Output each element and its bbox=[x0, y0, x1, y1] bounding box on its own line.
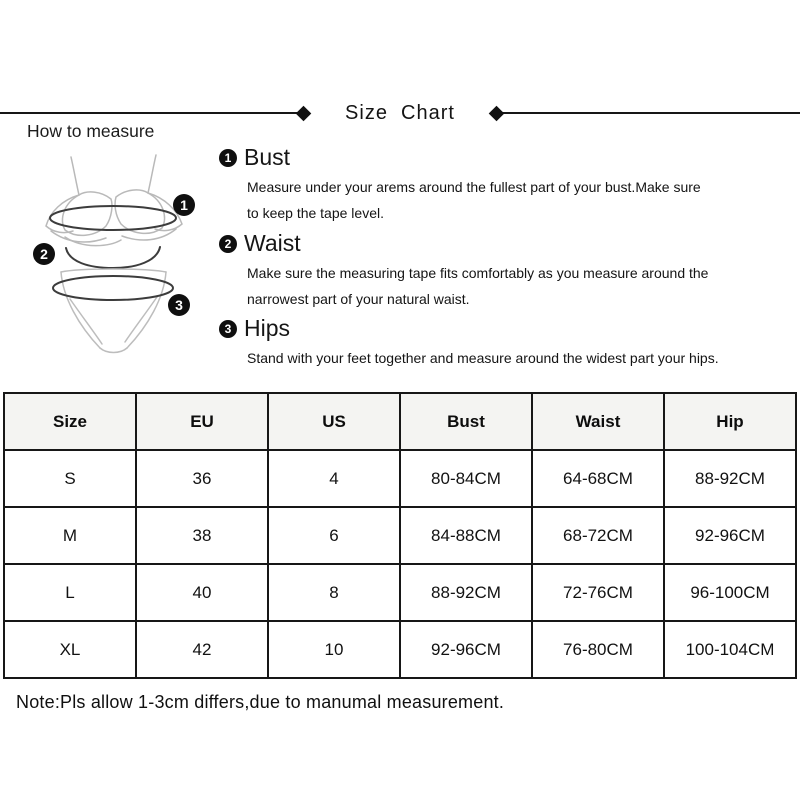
column-header-eu: EU bbox=[136, 393, 268, 450]
table-cell: 40 bbox=[136, 564, 268, 621]
table-cell: 64-68CM bbox=[532, 450, 664, 507]
table-cell: 10 bbox=[268, 621, 400, 678]
hips-instruction-line-1: Stand with your feet together and measure around the widest part your hips. bbox=[247, 350, 719, 366]
waist-instruction-line-1: Make sure the measuring tape fits comfortably as you measure around the bbox=[247, 265, 709, 281]
column-header-waist: Waist bbox=[532, 393, 664, 450]
table-cell: 8 bbox=[268, 564, 400, 621]
bust-instructions bbox=[219, 174, 797, 226]
waist-heading: Waist bbox=[244, 230, 301, 256]
page-title: Size Chart bbox=[345, 101, 455, 124]
figure-badge-2-number: 2 bbox=[40, 246, 48, 262]
table-cell: 96-100CM bbox=[664, 564, 796, 621]
table-cell: 6 bbox=[268, 507, 400, 564]
table-cell: 88-92CM bbox=[400, 564, 532, 621]
hips-instructions bbox=[219, 345, 797, 371]
waist-instructions bbox=[219, 260, 797, 312]
divider-right-line bbox=[502, 112, 800, 114]
table-row-xl bbox=[4, 621, 796, 678]
column-header-us: US bbox=[268, 393, 400, 450]
hips-heading: Hips bbox=[244, 315, 291, 341]
table-row-m bbox=[4, 507, 796, 564]
table-cell: 72-76CM bbox=[532, 564, 664, 621]
table-cell: 92-96CM bbox=[400, 621, 532, 678]
size-table bbox=[3, 392, 797, 679]
table-cell: 84-88CM bbox=[400, 507, 532, 564]
table-row-l bbox=[4, 564, 796, 621]
table-cell: L bbox=[4, 564, 136, 621]
figure-badge-2 bbox=[33, 243, 55, 265]
figure-badge-3-number: 3 bbox=[175, 297, 183, 313]
table-cell: XL bbox=[4, 621, 136, 678]
how-to-measure-label: How to measure bbox=[27, 121, 155, 141]
waist-number-badge: 2 bbox=[219, 235, 237, 253]
figure-badge-1-number: 1 bbox=[180, 197, 188, 213]
divider-left-line bbox=[0, 112, 298, 114]
table-cell: 38 bbox=[136, 507, 268, 564]
bust-heading: Bust bbox=[244, 144, 291, 170]
column-header-size: Size bbox=[4, 393, 136, 450]
section-bust bbox=[219, 144, 797, 226]
bust-number-badge: 1 bbox=[219, 149, 237, 167]
waist-instruction-line-2: narrowest part of your natural waist. bbox=[247, 291, 470, 307]
table-cell: 36 bbox=[136, 450, 268, 507]
table-cell: M bbox=[4, 507, 136, 564]
bust-instruction-line-1: Measure under your arems around the fullest part of your bust.Make sure bbox=[247, 179, 701, 195]
hip-tape-line bbox=[53, 276, 173, 300]
table-cell: 68-72CM bbox=[532, 507, 664, 564]
section-hips bbox=[219, 315, 797, 371]
bikini-top-drawing bbox=[46, 155, 182, 246]
waist-tape-line bbox=[66, 247, 160, 268]
bust-heading-row bbox=[219, 144, 797, 171]
hips-number-badge: 3 bbox=[219, 320, 237, 338]
bust-tape-line bbox=[50, 206, 176, 230]
table-cell: 100-104CM bbox=[664, 621, 796, 678]
table-cell: 42 bbox=[136, 621, 268, 678]
table-cell: 80-84CM bbox=[400, 450, 532, 507]
table-cell: 76-80CM bbox=[532, 621, 664, 678]
bikini-bottom-drawing bbox=[61, 269, 166, 353]
column-header-hip: Hip bbox=[664, 393, 796, 450]
size-table-header-row bbox=[4, 393, 796, 450]
measurement-figure-illustration bbox=[25, 139, 215, 374]
waist-heading-row bbox=[219, 230, 797, 257]
note-text: Note:Pls allow 1-3cm differs,due to manumal measurement. bbox=[16, 692, 505, 712]
bust-instruction-line-2: to keep the tape level. bbox=[247, 205, 384, 221]
column-header-bust: Bust bbox=[400, 393, 532, 450]
figure-badge-3 bbox=[168, 294, 190, 316]
table-cell: 88-92CM bbox=[664, 450, 796, 507]
table-cell: 4 bbox=[268, 450, 400, 507]
diamond-right-icon bbox=[489, 105, 505, 121]
section-waist bbox=[219, 230, 797, 312]
hips-heading-row bbox=[219, 315, 797, 342]
table-cell: S bbox=[4, 450, 136, 507]
table-cell: 92-96CM bbox=[664, 507, 796, 564]
figure-badge-1 bbox=[173, 194, 195, 216]
table-row-s bbox=[4, 450, 796, 507]
